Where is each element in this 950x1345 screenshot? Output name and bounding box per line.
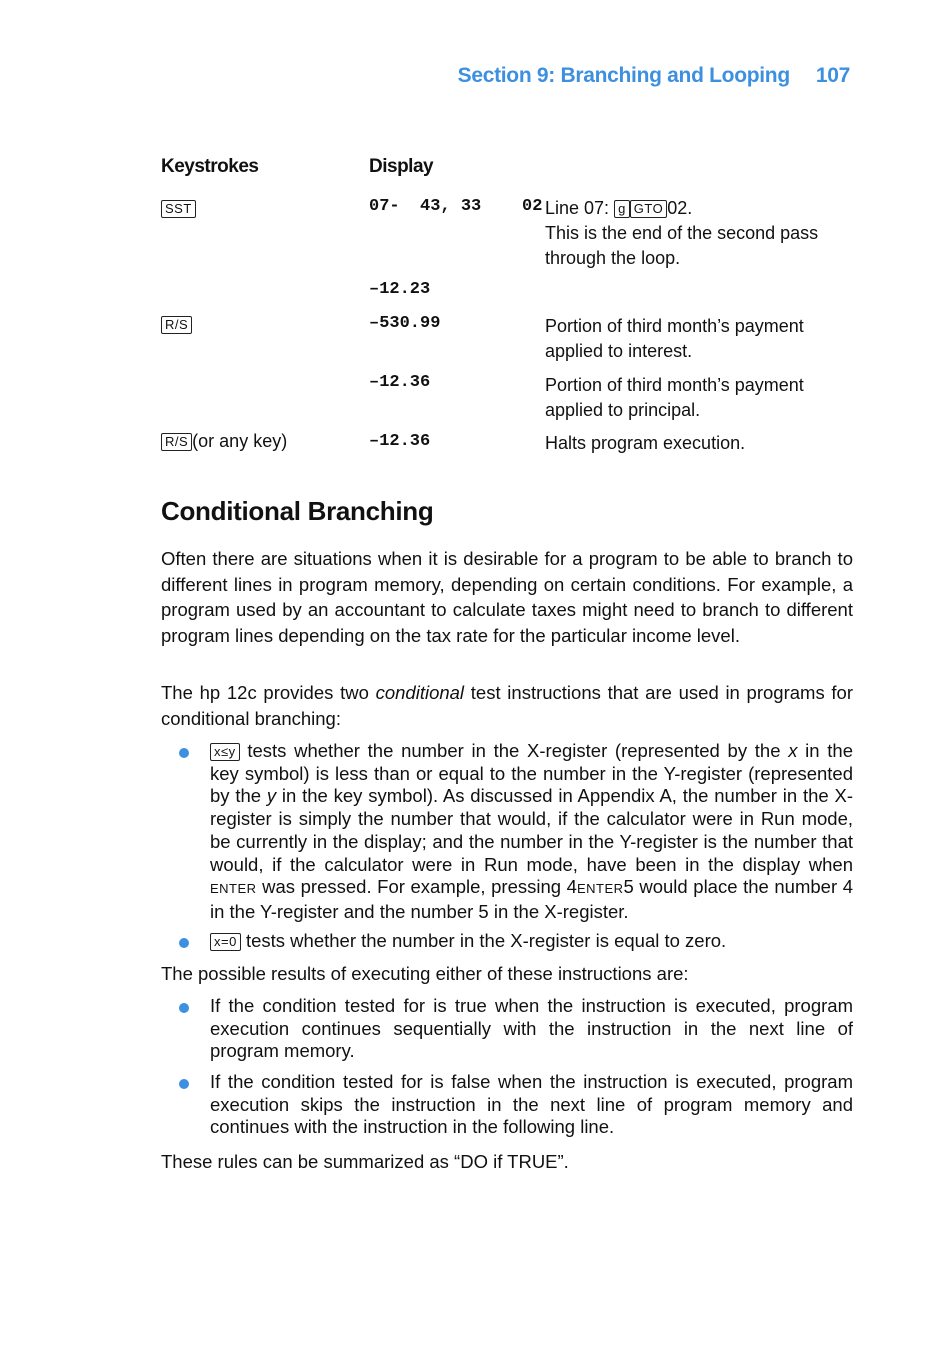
gto-key: GTO bbox=[630, 200, 667, 218]
keystroke-cell bbox=[161, 198, 196, 219]
column-header-display: Display bbox=[369, 156, 434, 177]
bullet-icon bbox=[179, 748, 189, 758]
x-le-y-key: x≤y bbox=[210, 743, 240, 761]
display-cell: –12.36 bbox=[369, 373, 431, 392]
display-cell: –530.99 bbox=[369, 314, 441, 333]
paragraph bbox=[161, 546, 853, 648]
description-text: 02. bbox=[667, 198, 693, 218]
page-number: 107 bbox=[815, 64, 850, 87]
text-span: in the key symbol) is less than or equal to the number in the Y-register (represented by the bbox=[210, 740, 853, 807]
italic-term: conditional bbox=[375, 682, 465, 703]
paragraph bbox=[161, 680, 853, 731]
paragraph bbox=[161, 1149, 853, 1175]
column-header-keystrokes: Keystrokes bbox=[161, 156, 259, 177]
description-text: This is the end of the second pass through the loop. bbox=[545, 223, 819, 268]
display-cell: –12.23 bbox=[369, 280, 431, 299]
keystroke-cell bbox=[161, 314, 192, 335]
list-item-text bbox=[210, 930, 853, 953]
section-title: Section 9: Branching and Looping bbox=[457, 64, 790, 87]
text-span: 5 would place the number 4 in the Y-register and the number 5 in the X-register. bbox=[210, 876, 853, 922]
paragraph bbox=[161, 961, 853, 987]
list-item bbox=[161, 1071, 853, 1139]
g-key: g bbox=[614, 200, 630, 218]
x-eq-0-key: x=0 bbox=[210, 933, 241, 951]
paragraph-text: The possible results of executing either of these instructions are: bbox=[161, 963, 689, 984]
list-item-text bbox=[210, 740, 853, 924]
description-text: Line 07: bbox=[545, 198, 615, 218]
list-item-text: If the condition tested for is true when the instruction is executed, program execution continues sequentially with the instruction in the next line of program memory. bbox=[210, 995, 853, 1062]
bullet-icon bbox=[179, 938, 189, 948]
description-cell: Portion of third month’s payment applied to principal. bbox=[545, 375, 804, 420]
text-span: tests whether the number in the X-register (represented by the bbox=[239, 740, 789, 761]
text-span: in the key symbol). As discussed in Appendix A, the number in the X-register is simply the number that would, if the calculator were in Run mode, be currently in the display; and the number in the Y-register is the number that would, if the calculator were in Run mode, have been in the display when bbox=[210, 785, 853, 875]
text-span: test instructions that are used in programs for conditional branching: bbox=[161, 682, 854, 729]
display-cell: –12.36 bbox=[369, 432, 431, 451]
paragraph-text: These rules can be summarized as “DO if TRUE”. bbox=[161, 1151, 569, 1172]
display-cell: 07- 43, 33 02 bbox=[369, 197, 543, 216]
section-heading: Conditional Branching bbox=[161, 496, 434, 526]
list-item bbox=[161, 995, 853, 1063]
bullet-icon bbox=[179, 1079, 189, 1089]
paragraph-text bbox=[161, 680, 853, 731]
sst-key: SST bbox=[161, 200, 196, 218]
bullet-icon bbox=[179, 1003, 189, 1013]
text-span: The hp 12c provides two bbox=[161, 682, 376, 703]
enter-key: ENTER bbox=[210, 881, 257, 897]
keystroke-note: (or any key) bbox=[192, 431, 288, 451]
enter-key: ENTER bbox=[576, 881, 624, 897]
list-item bbox=[161, 930, 853, 953]
text-span: was pressed. For example, pressing 4 bbox=[256, 876, 577, 898]
italic-x: x bbox=[788, 740, 798, 761]
description-cell: Portion of third month’s payment applied to interest. bbox=[545, 316, 804, 361]
run-stop-key: R/S bbox=[161, 433, 192, 451]
paragraph-text: Often there are situations when it is desirable for a program to be able to branch to different lines in program memory, depending on certain conditions. For example, a program used by an accountant to calculate taxes might need to branch to different program lines depending on the tax rate for the particular income level. bbox=[161, 548, 853, 646]
keystroke-cell bbox=[161, 431, 287, 452]
run-stop-key: R/S bbox=[161, 316, 192, 334]
list-item bbox=[161, 740, 853, 924]
description-cell bbox=[545, 196, 845, 271]
running-header bbox=[458, 64, 850, 88]
description-cell: Halts program execution. bbox=[545, 433, 746, 453]
list-item-text: If the condition tested for is false when the instruction is executed, program execution skips the instruction in the next line of program memory and continues with the instruction in the following line. bbox=[210, 1071, 853, 1138]
text-span: tests whether the number in the X-register is equal to zero. bbox=[240, 930, 727, 951]
italic-y: y bbox=[266, 785, 277, 807]
